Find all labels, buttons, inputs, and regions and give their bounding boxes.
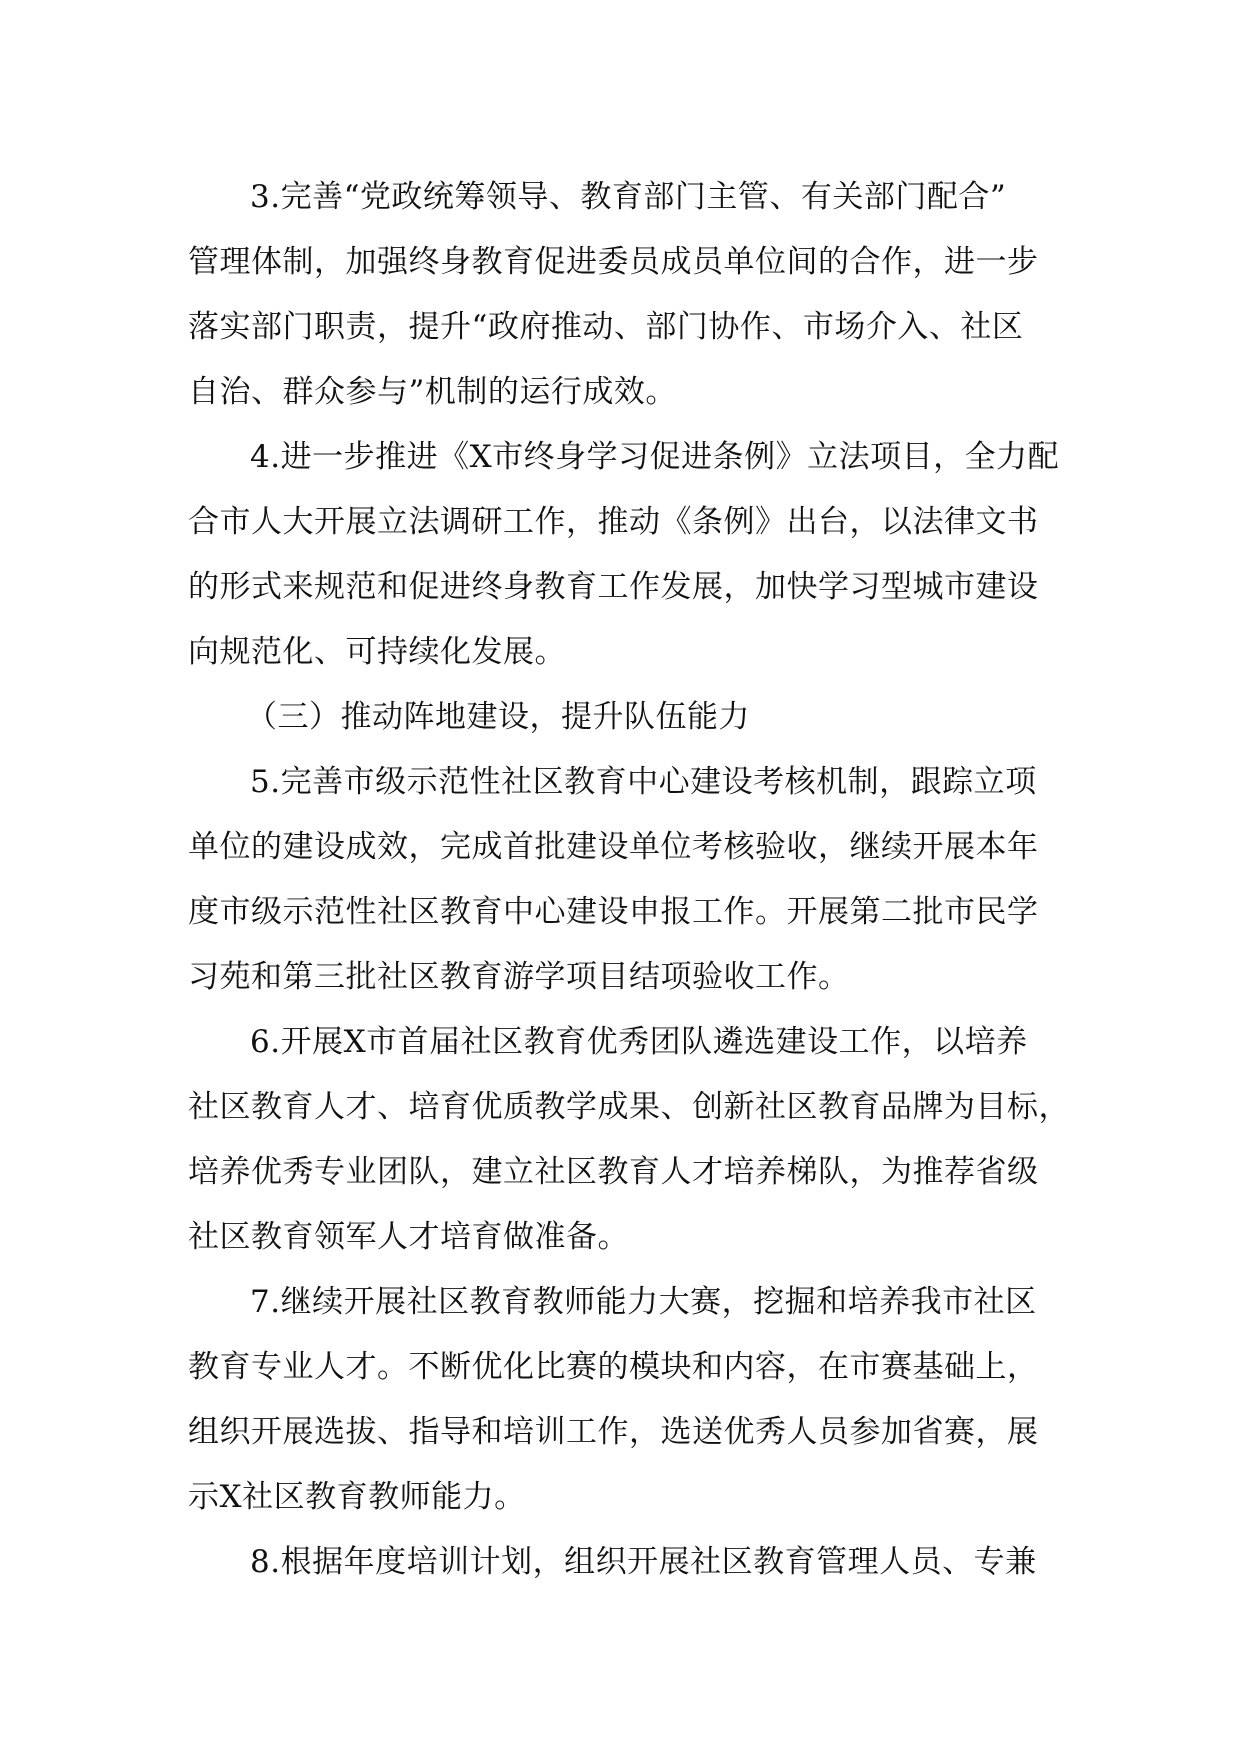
text-line: 7.继续开展社区教育教师能力大赛，挖掘和培养我市社区 [250,1284,1037,1320]
text-line: 3.完善“党政统筹领导、教育部门主管、有关部门配合” [250,179,1007,215]
text-line: 管理体制，加强终身教育促进委员成员单位间的合作，进一步 [188,244,1039,280]
text-line: 社区教育领军人才培育做准备。 [188,1219,629,1255]
text-line: 社区教育人才、培育优质教学成果、创新社区教育品牌为目标， [188,1089,1070,1125]
paragraph-item-8 [188,1530,1188,1595]
paragraph-item-3 [188,165,1188,425]
text-line: 5.完善市级示范性社区教育中心建设考核机制，跟踪立项 [250,764,1037,800]
section-heading-text: （三）推动阵地建设，提升队伍能力 [246,699,750,735]
text-line: 单位的建设成效，完成首批建设单位考核验收，继续开展本年 [188,829,1039,865]
text-line: 向规范化、可持续化发展。 [188,634,566,670]
text-line: 教育专业人才。不断优化比赛的模块和内容，在市赛基础上， [188,1349,1039,1385]
text-line: 4.进一步推进《X市终身学习促进条例》立法项目，全力配 [250,439,1060,475]
text-line: 合市人大开展立法调研工作，推动《条例》出台，以法律文书 [188,504,1039,540]
text-line: 落实部门职责，提升“政府推动、部门协作、市场介入、社区 [188,309,1024,345]
text-line: 组织开展选拔、指导和培训工作，选送优秀人员参加省赛，展 [188,1414,1039,1450]
text-line: 自治、群众参与”机制的运行成效。 [188,374,677,410]
document-body [188,165,1188,1595]
text-line: 度市级示范性社区教育中心建设申报工作。开展第二批市民学 [188,894,1039,930]
section-heading-3 [188,685,1188,750]
text-line: 培养优秀专业团队，建立社区教育人才培养梯队，为推荐省级 [188,1154,1039,1190]
text-line: 习苑和第三批社区教育游学项目结项验收工作。 [188,959,850,995]
text-line: 的形式来规范和促进终身教育工作发展，加快学习型城市建设 [188,569,1039,605]
text-line: 6.开展X市首届社区教育优秀团队遴选建设工作，以培养 [250,1024,1028,1060]
paragraph-item-6 [188,1010,1188,1270]
paragraph-item-5 [188,750,1188,1010]
paragraph-item-4 [188,425,1188,685]
text-line: 示X社区教育教师能力。 [188,1479,526,1515]
paragraph-item-7 [188,1270,1188,1530]
text-line: 8.根据年度培训计划，组织开展社区教育管理人员、专兼 [250,1544,1037,1580]
